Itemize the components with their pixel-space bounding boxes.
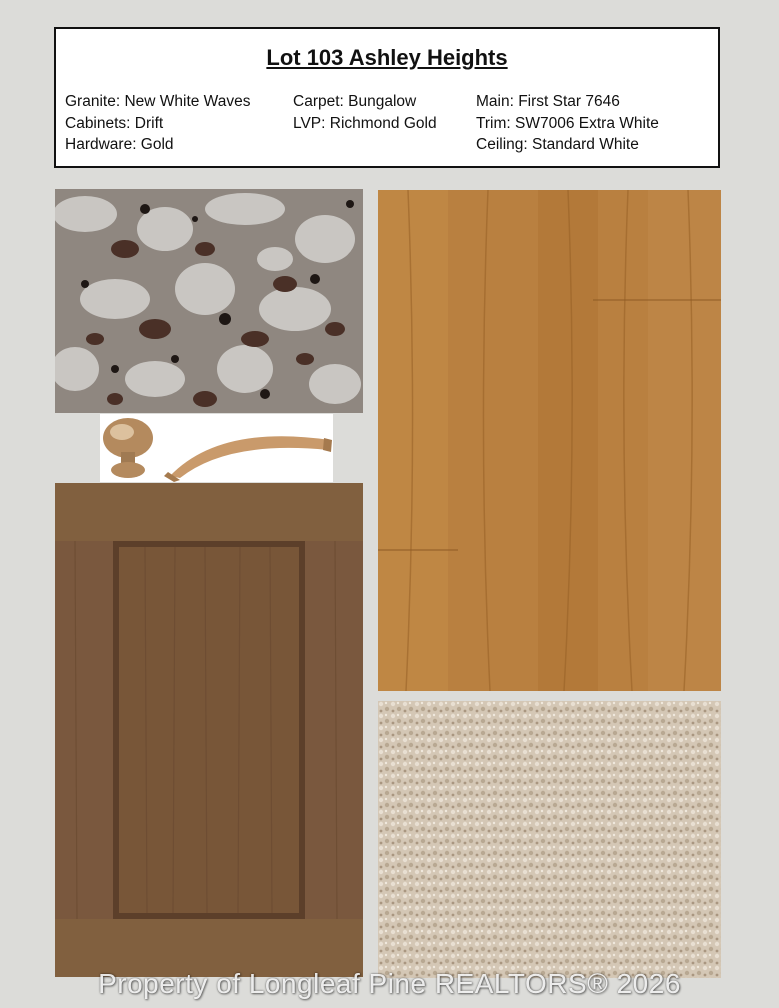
- cabinet-door-sample: [55, 483, 363, 977]
- spec-column-3: [476, 91, 659, 156]
- spec-carpet: Carpet: Bungalow: [293, 93, 417, 110]
- hardware-image: [100, 414, 333, 482]
- spec-granite: Granite: New White Waves: [65, 93, 251, 110]
- cabinet-knob-icon: [103, 418, 153, 478]
- hardware-sample: [100, 414, 333, 482]
- page-title: Lot 103 Ashley Heights: [266, 45, 508, 70]
- carpet-image: [378, 701, 721, 978]
- spec-cabinets: Cabinets: Drift: [65, 114, 164, 132]
- cabinet-pull-icon: [164, 436, 332, 482]
- spec-main: Main: First Star 7646: [476, 93, 620, 110]
- carpet-sample: [378, 701, 721, 978]
- granite-texture: [55, 189, 363, 413]
- selections-header: [54, 27, 720, 168]
- spec-column-2: [293, 91, 437, 134]
- spec-ceiling: Ceiling: Standard White: [476, 136, 639, 153]
- granite-sample: [55, 189, 363, 413]
- lvp-plank-image: [378, 190, 721, 691]
- spec-column-1: [65, 91, 250, 156]
- spec-hardware: Hardware: Gold: [65, 136, 174, 153]
- cabinet-door-image: [55, 483, 363, 977]
- spec-lvp: LVP: Richmond Gold: [293, 114, 437, 132]
- lvp-plank-sample: [378, 190, 721, 691]
- spec-trim: Trim: SW7006 Extra White: [476, 114, 659, 132]
- watermark: Property of Longleaf Pine REALTORS® 2026: [98, 968, 681, 999]
